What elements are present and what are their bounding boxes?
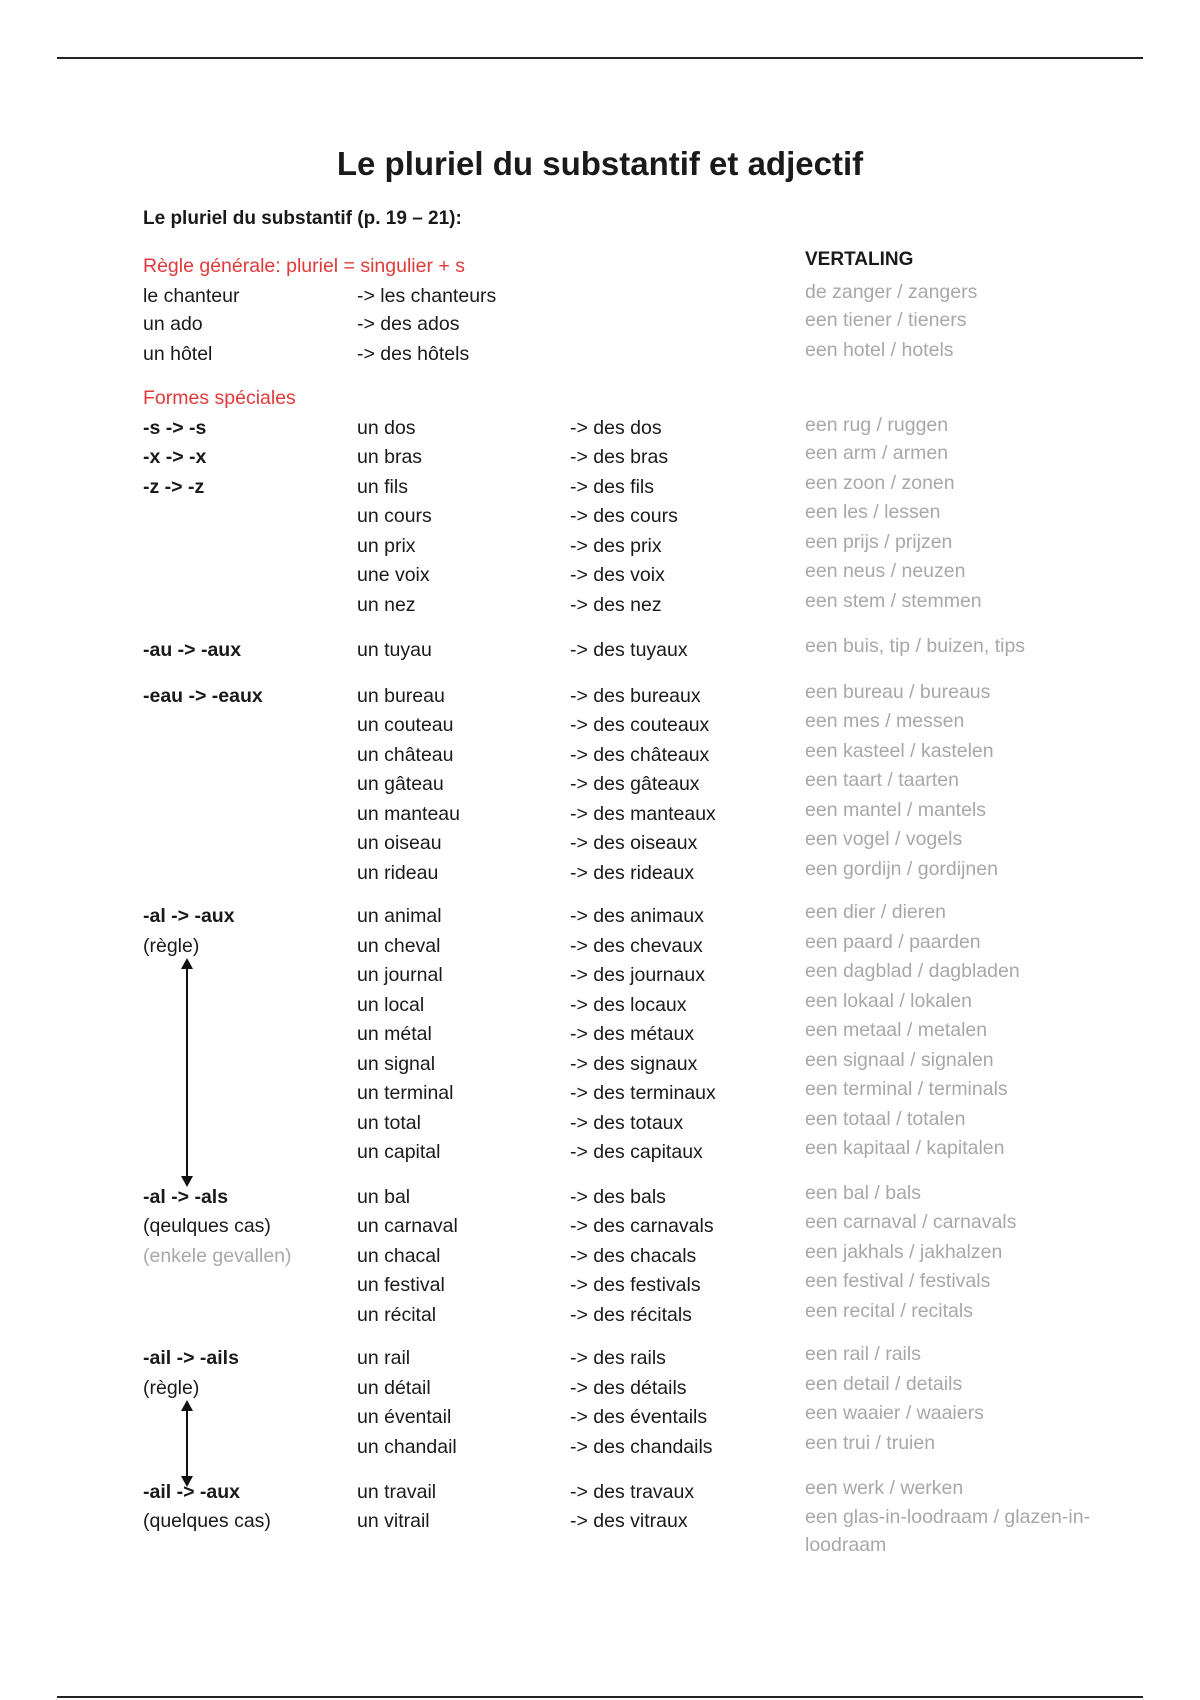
translation: een vogel / vogels	[805, 828, 963, 850]
plural-form: -> des éventails	[570, 1406, 708, 1428]
plural-form: -> des oiseaux	[570, 832, 698, 854]
plural-form: -> des chevaux	[570, 935, 703, 957]
double-arrow-line	[186, 966, 188, 1180]
rule-label: -al -> -als	[143, 1186, 229, 1208]
plural-form: -> des capitaux	[570, 1141, 703, 1163]
translation: een mes / messen	[805, 710, 965, 732]
singular-form: un signal	[357, 1053, 436, 1075]
plural-form: -> des signaux	[570, 1053, 698, 1075]
singular-form: un cours	[357, 505, 432, 527]
plural-form: -> des bals	[570, 1186, 666, 1208]
special-forms-heading: Formes spéciales	[143, 387, 296, 409]
translation: een dier / dieren	[805, 901, 946, 923]
translation: een signaal / signalen	[805, 1049, 994, 1071]
plural-form: -> des manteaux	[570, 803, 716, 825]
general-rule-heading: Règle générale: pluriel = singulier + s	[143, 255, 465, 277]
singular-form: un chacal	[357, 1245, 441, 1267]
general-plural: -> les chanteurs	[357, 285, 497, 307]
rule-label: -s -> -s	[143, 417, 207, 439]
singular-form: un terminal	[357, 1082, 454, 1104]
translation: een metaal / metalen	[805, 1019, 988, 1041]
singular-form: un nez	[357, 594, 416, 616]
rule-note: (règle)	[143, 1377, 200, 1399]
singular-form: un travail	[357, 1481, 437, 1503]
rule-note: (qeulques cas)	[143, 1215, 271, 1237]
rule-label: -x -> -x	[143, 446, 207, 468]
singular-form: un capital	[357, 1141, 441, 1163]
plural-form: -> des travaux	[570, 1481, 695, 1503]
plural-form: -> des métaux	[570, 1023, 695, 1045]
singular-form: un gâteau	[357, 773, 444, 795]
translation: een neus / neuzen	[805, 560, 966, 582]
general-translation: de zanger / zangers	[805, 281, 978, 303]
plural-form: -> des tuyaux	[570, 639, 688, 661]
translation: een zoon / zonen	[805, 472, 955, 494]
singular-form: un fils	[357, 476, 408, 498]
plural-form: -> des chacals	[570, 1245, 697, 1267]
singular-form: un oiseau	[357, 832, 442, 854]
singular-form: un dos	[357, 417, 416, 439]
translation: een trui / truien	[805, 1432, 936, 1454]
translation: een arm / armen	[805, 442, 949, 464]
singular-form: un détail	[357, 1377, 431, 1399]
singular-form: un manteau	[357, 803, 460, 825]
translation: een paard / paarden	[805, 931, 981, 953]
plural-form: -> des détails	[570, 1377, 687, 1399]
plural-form: -> des voix	[570, 564, 665, 586]
translation: een waaier / waaiers	[805, 1402, 984, 1424]
translation: een werk / werken	[805, 1477, 964, 1499]
general-translation: een hotel / hotels	[805, 339, 954, 361]
singular-form: un chandail	[357, 1436, 457, 1458]
rule-label: -al -> -aux	[143, 905, 235, 927]
rule-note: (règle)	[143, 935, 200, 957]
translation: een lokaal / lokalen	[805, 990, 972, 1012]
singular-form: un festival	[357, 1274, 445, 1296]
translation: een dagblad / dagbladen	[805, 960, 1020, 982]
singular-form: un couteau	[357, 714, 454, 736]
general-translation: een tiener / tieners	[805, 309, 967, 331]
plural-form: -> des animaux	[570, 905, 704, 927]
plural-form: -> des rails	[570, 1347, 666, 1369]
plural-form: -> des festivals	[570, 1274, 701, 1296]
plural-form: -> des fils	[570, 476, 654, 498]
singular-form: un rail	[357, 1347, 411, 1369]
singular-form: un carnaval	[357, 1215, 458, 1237]
translation: een jakhals / jakhalzen	[805, 1241, 1003, 1263]
general-plural: -> des ados	[357, 313, 460, 335]
rule-label: -z -> -z	[143, 476, 205, 498]
singular-form: un prix	[357, 535, 416, 557]
plural-form: -> des rideaux	[570, 862, 695, 884]
singular-form: un bal	[357, 1186, 411, 1208]
translation: een gordijn / gordijnen	[805, 858, 998, 880]
singular-form: un tuyau	[357, 639, 432, 661]
rule-label: -au -> -aux	[143, 639, 242, 661]
plural-form: -> des nez	[570, 594, 662, 616]
top-rule	[57, 57, 1143, 59]
plural-form: -> des totaux	[570, 1112, 684, 1134]
plural-form: -> des carnavals	[570, 1215, 714, 1237]
general-plural: -> des hôtels	[357, 343, 470, 365]
plural-form: -> des vitraux	[570, 1510, 688, 1532]
translation: een festival / festivals	[805, 1270, 991, 1292]
plural-form: -> des terminaux	[570, 1082, 716, 1104]
translation: een stem / stemmen	[805, 590, 982, 612]
plural-form: -> des bras	[570, 446, 669, 468]
singular-form: un animal	[357, 905, 442, 927]
plural-form: -> des couteaux	[570, 714, 710, 736]
plural-form: -> des journaux	[570, 964, 705, 986]
translation-continuation: loodraam	[805, 1534, 887, 1556]
page-title: Le pluriel du substantif et adjectif	[336, 145, 864, 182]
translation: een buis, tip / buizen, tips	[805, 635, 1026, 657]
general-singular: le chanteur	[143, 285, 240, 307]
translation: een bal / bals	[805, 1182, 922, 1204]
singular-form: une voix	[357, 564, 430, 586]
singular-form: un local	[357, 994, 425, 1016]
plural-form: -> des gâteaux	[570, 773, 700, 795]
translation: een terminal / terminals	[805, 1078, 1008, 1100]
singular-form: un cheval	[357, 935, 441, 957]
singular-form: un château	[357, 744, 454, 766]
translation: een les / lessen	[805, 501, 941, 523]
plural-form: -> des prix	[570, 535, 662, 557]
translation: een glas-in-loodraam / glazen-in-	[805, 1506, 1091, 1528]
translation: een bureau / bureaus	[805, 681, 991, 703]
rule-note: (quelques cas)	[143, 1510, 271, 1532]
singular-form: un rideau	[357, 862, 439, 884]
bottom-rule	[57, 1696, 1143, 1698]
double-arrow-line	[186, 1408, 188, 1480]
plural-form: -> des récitals	[570, 1304, 692, 1326]
general-singular: un hôtel	[143, 343, 213, 365]
singular-form: un vitrail	[357, 1510, 430, 1532]
translation: een detail / details	[805, 1373, 963, 1395]
plural-form: -> des cours	[570, 505, 678, 527]
plural-form: -> des châteaux	[570, 744, 710, 766]
singular-form: un bureau	[357, 685, 445, 707]
plural-form: -> des chandails	[570, 1436, 713, 1458]
general-singular: un ado	[143, 313, 203, 335]
singular-form: un bras	[357, 446, 423, 468]
translation-header: VERTALING	[805, 249, 914, 270]
rule-label: -ail -> -ails	[143, 1347, 239, 1369]
translation: een taart / taarten	[805, 769, 959, 791]
singular-form: un total	[357, 1112, 421, 1134]
plural-form: -> des locaux	[570, 994, 687, 1016]
translation: een kapitaal / kapitalen	[805, 1137, 1005, 1159]
rule-label: -eau -> -eaux	[143, 685, 263, 707]
translation: een carnaval / carnavals	[805, 1211, 1017, 1233]
plural-form: -> des bureaux	[570, 685, 701, 707]
translation: een recital / recitals	[805, 1300, 973, 1322]
plural-form: -> des dos	[570, 417, 662, 439]
translation: een kasteel / kastelen	[805, 740, 994, 762]
translation: een rail / rails	[805, 1343, 921, 1365]
singular-form: un métal	[357, 1023, 432, 1045]
singular-form: un récital	[357, 1304, 437, 1326]
translation: een totaal / totalen	[805, 1108, 966, 1130]
singular-form: un journal	[357, 964, 443, 986]
section-subtitle: Le pluriel du substantif (p. 19 – 21):	[143, 208, 462, 229]
singular-form: un éventail	[357, 1406, 452, 1428]
translation: een prijs / prijzen	[805, 531, 953, 553]
translation: een mantel / mantels	[805, 799, 987, 821]
translation: een rug / ruggen	[805, 414, 949, 436]
rule-note-translation: (enkele gevallen)	[143, 1245, 292, 1267]
rule-label: -ail -> -aux	[143, 1481, 240, 1503]
